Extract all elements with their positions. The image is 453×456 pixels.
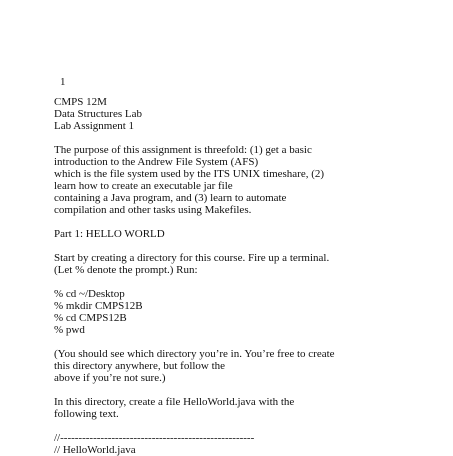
- start-paragraph: [54, 252, 424, 276]
- spacer: [54, 384, 424, 396]
- spacer: [54, 336, 424, 348]
- start-line: (Let % denote the prompt.) Run:: [54, 264, 198, 276]
- command-line: % cd ~/Desktop: [54, 288, 125, 300]
- spacer: [54, 216, 424, 228]
- document-body: [54, 96, 424, 456]
- code-snippet: [54, 432, 424, 456]
- spacer: [54, 132, 424, 144]
- course-code: CMPS 12M: [54, 96, 107, 108]
- command-line: % cd CMPS12B: [54, 312, 127, 324]
- spacer: [54, 420, 424, 432]
- command-line: % pwd: [54, 324, 85, 336]
- create-file-line: In this directory, create a file HelloWorld.java with the: [54, 396, 295, 408]
- page-number: 1: [60, 76, 66, 88]
- spacer: [54, 276, 424, 288]
- intro-paragraph: [54, 144, 424, 216]
- note-line: above if you’re not sure.): [54, 372, 166, 384]
- part-heading: Part 1: HELLO WORLD: [54, 228, 165, 240]
- intro-line: The purpose of this assignment is threefold: (1) get a basic: [54, 144, 312, 156]
- assignment-title: Lab Assignment 1: [54, 120, 135, 132]
- intro-line: introduction to the Andrew File System (AFS): [54, 156, 259, 168]
- create-file-paragraph: [54, 396, 424, 420]
- note-line: (You should see which directory you’re in. You’re free to create: [54, 348, 335, 360]
- intro-line: containing a Java program, and (3) learn to automate: [54, 192, 287, 204]
- command-list: [54, 288, 424, 336]
- spacer: [54, 240, 424, 252]
- code-comment-line: //-----------------------------------------------------: [54, 432, 255, 444]
- create-file-line: following text.: [54, 408, 119, 420]
- intro-line: compilation and other tasks using Makefiles.: [54, 204, 252, 216]
- start-line: Start by creating a directory for this course. Fire up a terminal.: [54, 252, 330, 264]
- directory-note: [54, 348, 424, 384]
- code-comment-line: // HelloWorld.java: [54, 444, 136, 456]
- course-header: [54, 96, 424, 132]
- note-line: this directory anywhere, but follow the: [54, 360, 226, 372]
- command-line: % mkdir CMPS12B: [54, 300, 143, 312]
- intro-line: which is the file system used by the ITS UNIX timeshare, (2): [54, 168, 325, 180]
- course-name: Data Structures Lab: [54, 108, 142, 120]
- intro-line: learn how to create an executable jar file: [54, 180, 233, 192]
